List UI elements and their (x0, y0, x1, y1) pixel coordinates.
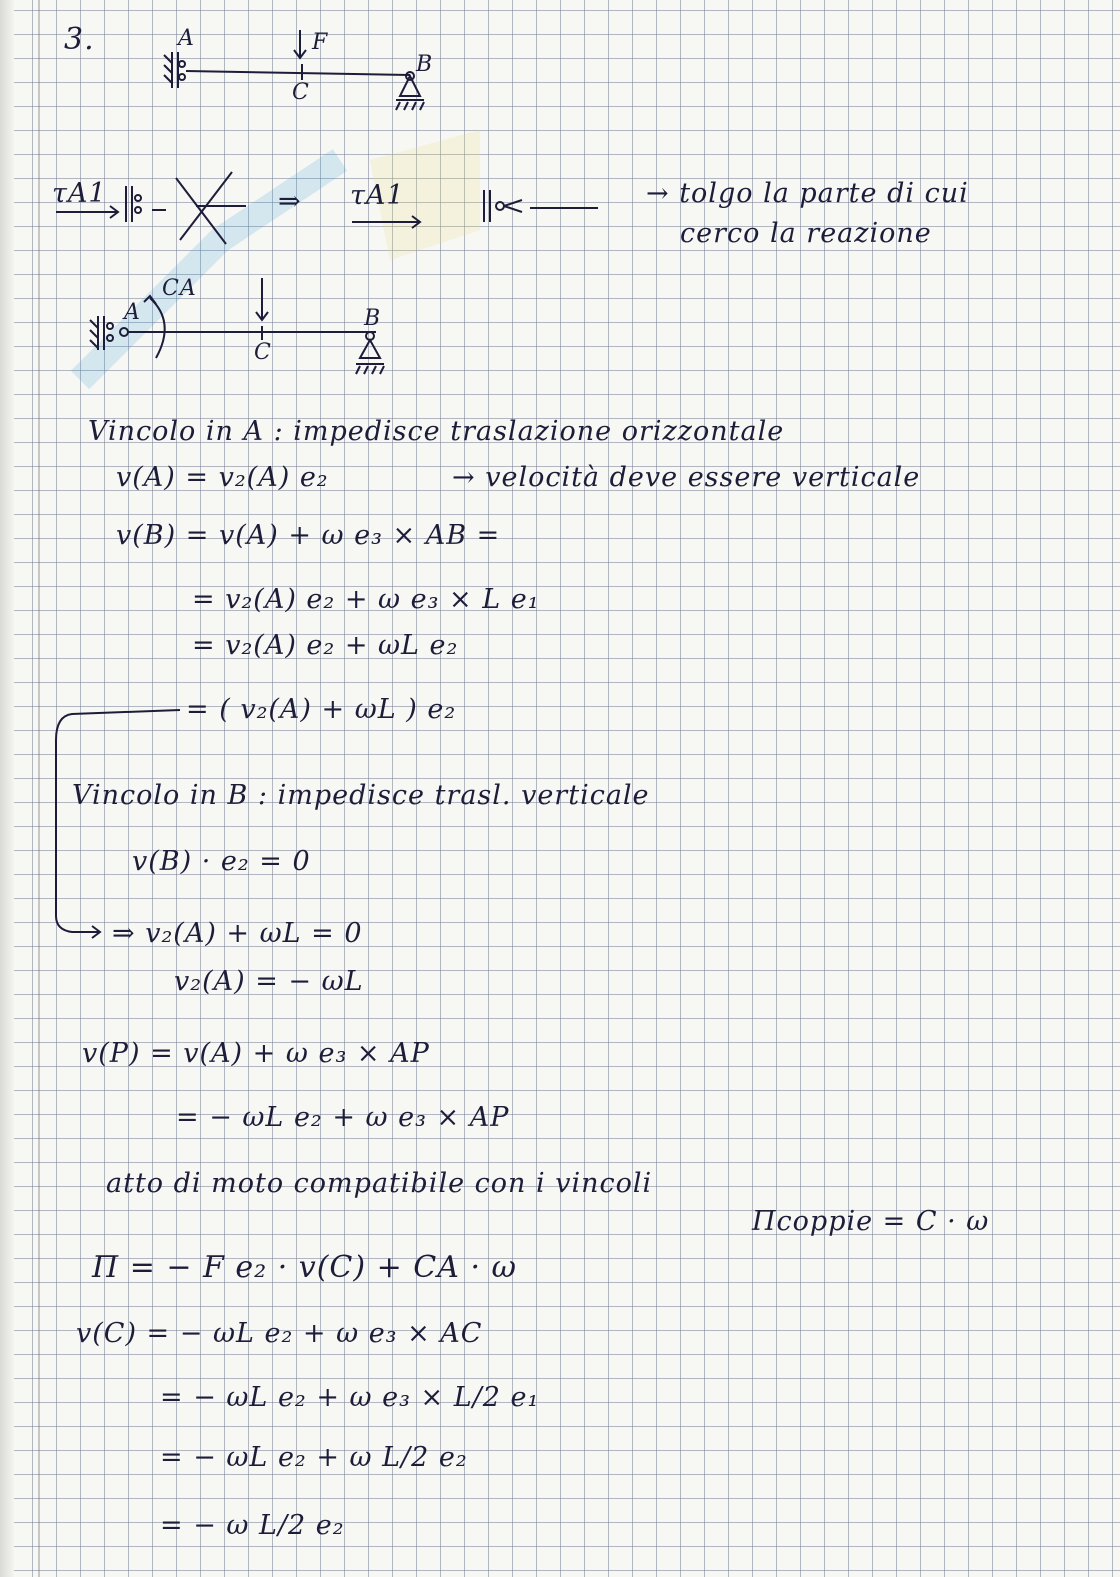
eq-power-couple: Πcoppie = C · ω (752, 1206, 990, 1237)
reaction-label-right: τA1 (350, 180, 405, 211)
implies-arrow: ⇒ (278, 186, 302, 217)
reaction-label-left: τA1 (52, 178, 107, 209)
eq-v-a: v(A) = v₂(A) e₂ (116, 462, 329, 493)
fig2-label-ca: CA (162, 276, 197, 301)
fig1-label-a: A (178, 26, 195, 51)
constraint-b-heading: Vincolo in B : impedisce trasl. verticale (72, 780, 650, 811)
note-line-2: cerco la reazione (680, 218, 932, 249)
constraint-a-heading: Vincolo in A : impedisce traslazione orizzontale (88, 416, 785, 447)
fig2-label-a: A (124, 300, 141, 325)
fig1-label-c: C (292, 80, 310, 105)
eq-power-total: Π = − F e₂ · v(C) + CA · ω (92, 1250, 517, 1285)
problem-number: 3. (64, 22, 95, 57)
eq-v-p: v(P) = v(A) + ω e₃ × AP (82, 1038, 430, 1069)
fig2-label-b: B (364, 306, 382, 331)
eq-v-b-step1: = v₂(A) e₂ + ω e₃ × L e₁ (192, 584, 540, 615)
fig1-label-b: B (416, 52, 434, 77)
eq-v-c-step2: = − ωL e₂ + ω L/2 e₂ (160, 1442, 468, 1473)
eq-v-b-step2: = v₂(A) e₂ + ωL e₂ (192, 630, 459, 661)
eq-v-c-result: = − ω L/2 e₂ (160, 1510, 345, 1541)
eq-v2a: v₂(A) = − ωL (174, 966, 364, 997)
eq-v-p-step1: = − ωL e₂ + ω e₃ × AP (176, 1102, 510, 1133)
eq-v-c-step1: = − ωL e₂ + ω e₃ × L/2 e₁ (160, 1382, 540, 1413)
eq-v-b-step3: = ( v₂(A) + ωL ) e₂ (186, 694, 457, 725)
compatible-motion-note: atto di moto compatibile con i vincoli (106, 1168, 653, 1199)
eq-vb-dot-e2: v(B) · e₂ = 0 (132, 846, 311, 877)
note-line-1: → tolgo la parte di cui (646, 178, 969, 209)
fig2-label-c: C (254, 340, 272, 365)
note-velocity-vertical: → velocità deve essere verticale (452, 462, 921, 493)
fig1-label-f: F (312, 30, 329, 55)
eq-v-c: v(C) = − ωL e₂ + ω e₃ × AC (76, 1318, 483, 1349)
eq-constraint-result: ⇒ v₂(A) + ωL = 0 (112, 918, 363, 949)
eq-v-b: v(B) = v(A) + ω e₃ × AB = (116, 520, 501, 551)
